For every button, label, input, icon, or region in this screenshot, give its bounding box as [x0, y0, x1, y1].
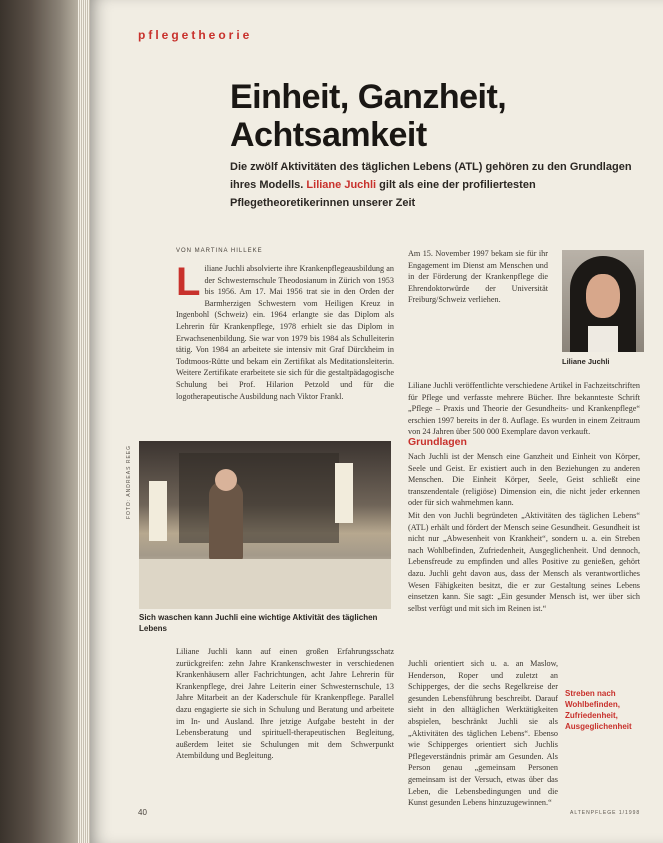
photo-lamp-left — [149, 481, 167, 541]
page-number: 40 — [138, 808, 147, 817]
photo-lamp-right — [335, 463, 353, 523]
portrait-photo — [562, 250, 644, 352]
headline: Einheit, Ganzheit, Achtsamkeit — [230, 78, 507, 154]
column-3-paragraph-1: Nach Juchli ist der Mensch eine Ganzheit und Einheit von Körper, Seele und Geist. Er existiert auch in den Beziehungen zu anderen Menschen. Die Einheit Körper, Seele, Geist schließt eine transzendentale (religiöse) Dimension ein, die nicht jeder erkennen oder für sich wahrnehmen kann. — [408, 452, 640, 508]
photo-mirror — [179, 453, 339, 543]
photo-person — [209, 481, 243, 561]
portrait-collar — [588, 326, 618, 352]
deck-highlight: Liliane Juchli — [306, 179, 377, 191]
bathroom-photo — [139, 441, 391, 609]
column-1b-text: Liliane Juchli kann auf einen großen Erfahrungsschatz zurückgreifen: zehn Jahre Krankenschwester in verschiedenen Krankenhäusern aller Fachrichtungen, acht Jahre Lehrerin für Krankenpflege, drei Jahre Leiterin einer Schwesternschule, 13 Jahre Mitarbeit an der Kaderschule für Krankenpflege. Parallel dazu engagierte sie sich in Schulung und Beratung und arbeitete im In- und Ausland. Ihre jetzige Aufgabe besteht in der Lebensberatung und spirituell-therapeutischen Begleitung, außerdem leitet sie Schulungen mit dem Schwerpunkt Atembildung und Begleitung. — [176, 647, 394, 761]
deck-part2: gilt als eine der profiliertesten Pflegetheoretikerinnen unserer Zeit — [230, 179, 536, 209]
drop-cap: L — [176, 260, 201, 304]
column-2-text: Am 15. November 1997 bekam sie für ihr Engagement im Dienst am Menschen und in der Förderung der Krankenpflege die Ehrendoktorwürde der Universität Freiburg/Schweiz verliehen. — [408, 249, 548, 305]
column-3-text — [408, 451, 640, 615]
deck-part1: Die zwölf Aktivitäten des täglichen Lebens (ATL) gehören zu den Grundlagen ihres Modells. — [230, 161, 632, 191]
byline: VON MARTINA HILLEKE — [176, 248, 263, 254]
column-3-paragraph-2: Mit den von Juchli begründeten „Aktivitäten des täglichen Lebens“ (ATL) erhält und fördert der Mensch seine Gesundheit. Gesundheit ist nicht nur „Abwesenheit von Krankheit“, sondern u. a. ein Streben nach Wohlbefinden, Zufriedenheit, Ausgeglichenheit. Und dennoch, Lebensfreude zu empfinden und alles Positive zu genießen, gehört dazu. Juchli geht davon aus, dass der Mensch als verantwortliches Wesen Fähigkeiten besitzt, die er zur Gestaltung seines Lebens einsetzen kann. Sie sagt: „Ein gesunder Mensch ist, wer über sich selbst verfügt und mit sich im Reinen ist.“ — [408, 510, 640, 613]
column-1-body: iliane Juchli absolvierte ihre Krankenpflegeausbildung an der Schwesternschule Theodosianum in Zürich von 1953 bis 1956. Am 17. Mai 1956 trat sie in den Orden der Barmherzigen Schwestern vom Heiligen Kreuz in Ingenbohl (Schweiz) ein. 1964 erlangte sie das Diplom als Lehrerin für Krankenpflege, 1978 erhielt sie das Diplom in Erwachsenenbildung. Sie war von 1979 bis 1984 als Schulleiterin tätig. Von 1984 an arbeitete sie intensiv mit Graf Dürckheim in Todtmoos-Rütte und bekam ein Zertifikat als Meditationsleiterin. Weitere Zertifikate erarbeitete sie sich für die gestaltpädagogische Schulung bei Prof. Hilarion Petzold und für die logotherapeutische Ausbildung nach Viktor Frankl. — [176, 264, 394, 401]
column-2-full-text: Liliane Juchli veröffentlichte verschiedene Artikel in Fachzeitschriften für Pflege und verfasste mehrere Bücher. Ihre bekannteste Schrift „Pflege – Praxis und Theorie der Gesundheits- und Krankenpflege“ erschien 1997 bereits in der 8. Auflage. Es wurden in einem Zeitraum von 24 Jahren über 500 000 Exemplare davon verkauft. — [408, 381, 640, 437]
portrait-face — [586, 274, 620, 318]
portrait-caption: Liliane Juchli — [562, 357, 610, 366]
footer-magazine: ALTENPFLEGE 1/1998 — [570, 810, 641, 816]
subhead-grundlagen: Grundlagen — [408, 436, 467, 448]
column-1-text — [176, 260, 394, 402]
photo-sink — [139, 559, 391, 609]
column-3-narrow-text: Juchli orientiert sich u. a. an Maslow, Henderson, Roper und zuletzt an Schipperges, der die sechs Regelkreise der gesunden Lebensführung beschreibt. Darauf sieht in den alltäglichen Werktätigkeiten abspielen, beschränkt Juchli sie als „Aktivitäten des täglichen Lebens“. Ebenso wie Schipperges orientiert sich Juchlis Pflegeverständnis primär am Gesunden. Als Person genau „gemeinsam Personen gemeinsam ist der Versuch, etwas über das Leben, die Lebensbedingungen und die Kunst gesunden Lebens hinzuzugewinnen.“ — [408, 659, 558, 808]
photo-caption: Sich waschen kann Juchli eine wichtige Aktivität des täglichen Lebens — [139, 613, 378, 633]
photo-person-head — [215, 469, 237, 491]
deck-text — [230, 158, 640, 212]
section-label: pflegetheorie — [138, 28, 253, 42]
photo-credit: FOTO: ANDREAS REEG — [126, 445, 132, 520]
pull-quote: Streben nach Wohlbefinden, Zufriedenheit, Ausgeglichenheit — [565, 689, 632, 731]
